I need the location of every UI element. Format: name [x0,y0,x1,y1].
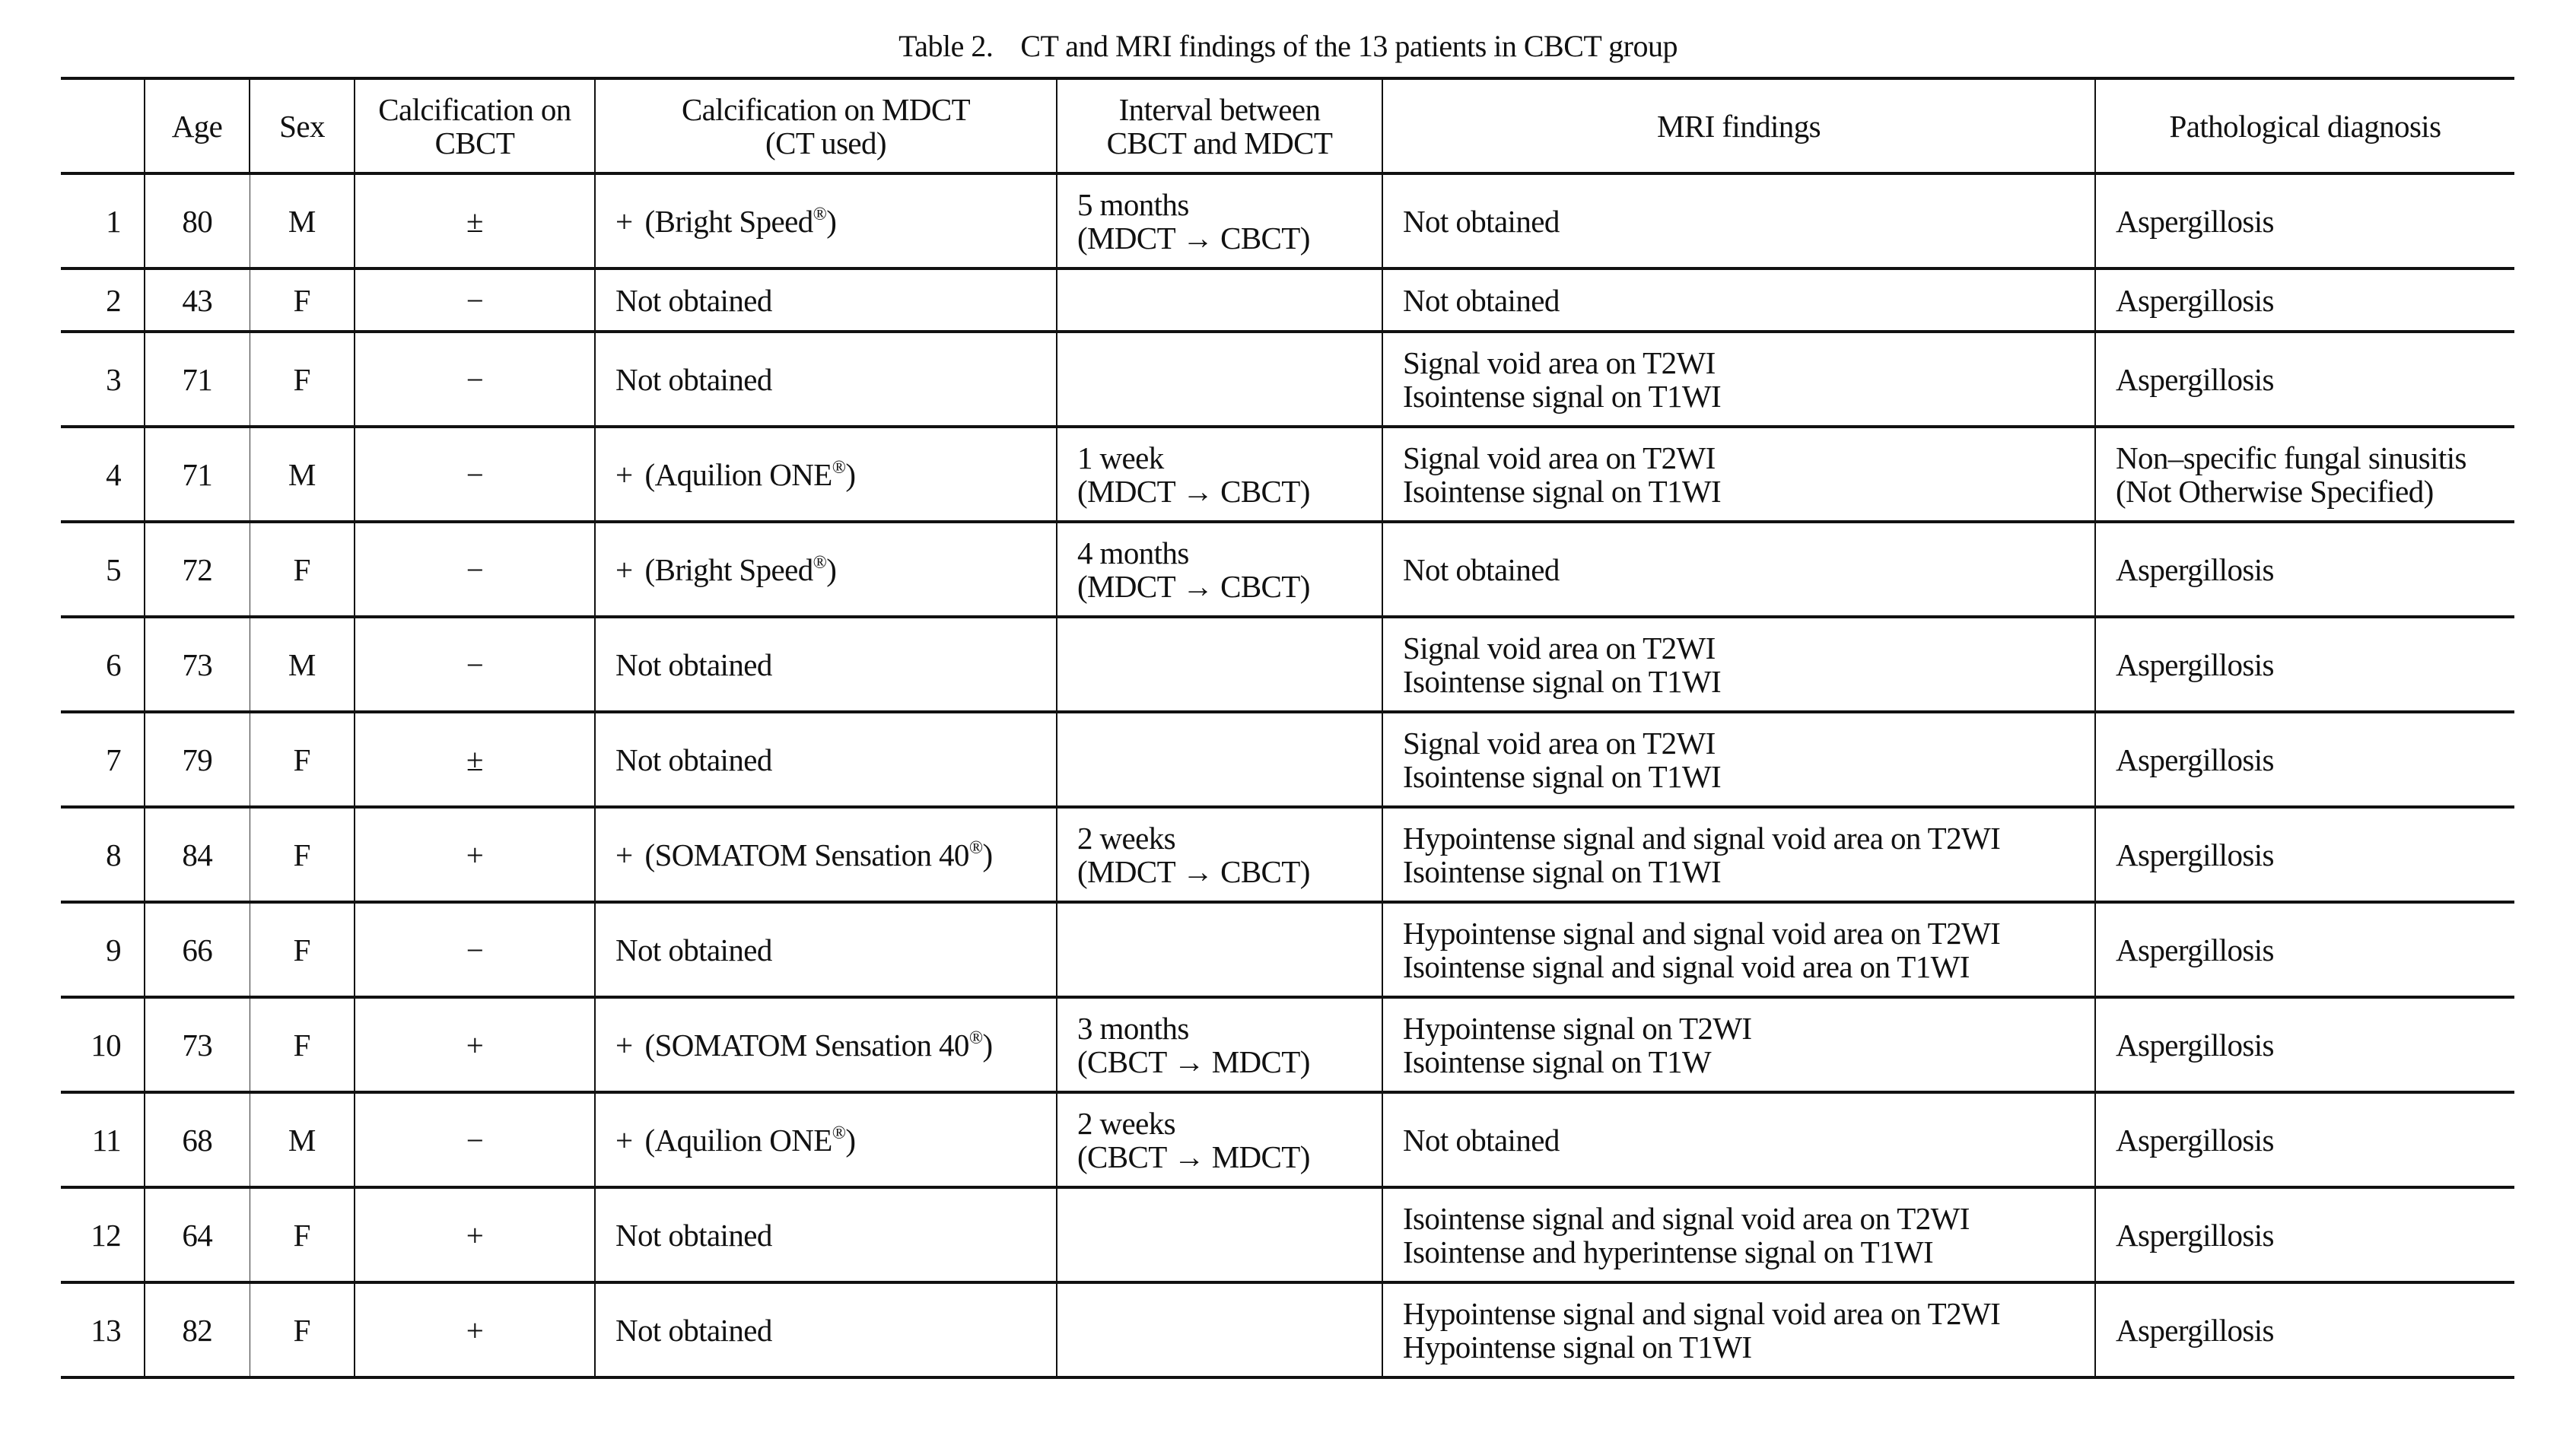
interval-line: 2 weeks [1077,820,1176,856]
cell-calcification-cbct [355,427,595,522]
cell-mri-findings [1382,1092,2095,1187]
calcification-mdct-value: Not obtained [615,361,772,397]
patient-number: 8 [106,837,121,872]
registered-mark-sup [813,553,827,573]
mri-finding-line: Isointense signal on T1WI [1403,663,1722,699]
cell-calcification-mdct [595,173,1057,268]
patient-number: 9 [106,932,121,967]
calcification-cbct-value: − [466,647,484,682]
mri-finding-line: Isointense signal on T1WI [1403,758,1722,794]
diagnosis-line: Aspergillosis [2116,932,2274,967]
cell-mri-findings [1382,268,2095,332]
cell-calcification-cbct [355,712,595,807]
col-header-age: Age [145,78,250,173]
header-row [61,78,2514,173]
diagnosis-line: Aspergillosis [2116,361,2274,397]
cell-calcification-mdct [595,617,1057,712]
cell-patient-number [61,268,145,332]
registered-mark-sup [969,1028,983,1048]
table-row [61,712,2514,807]
close-paren: ) [845,1122,856,1158]
table-body [61,173,2514,1377]
table-row [61,807,2514,902]
cell-patient-number [61,1187,145,1282]
cell-sex [250,332,355,427]
col-header-interval [1057,78,1382,173]
registered-mark: ® [832,1123,846,1143]
diagnosis-line: Aspergillosis [2116,1217,2274,1253]
close-paren: ) [826,551,837,587]
age-value: 66 [182,932,213,967]
cell-sex [250,997,355,1092]
col-header-line: CBCT and MDCT [1106,125,1333,160]
table-row [61,427,2514,522]
sex-value: F [293,932,310,967]
cell-patient-number [61,1282,145,1377]
calcification-cbct-value: ± [466,203,483,239]
col-header-calc-mdct [595,78,1057,173]
open-paren: ( [644,1122,655,1158]
mri-finding-line: Hypointense signal on T1WI [1403,1329,1752,1365]
cell-age [145,997,250,1092]
interval-line: 2 weeks [1077,1105,1176,1141]
cell-patient-number [61,1092,145,1187]
interval-line: 4 months [1077,535,1189,570]
cell-sex [250,1187,355,1282]
cell-sex [250,807,355,902]
cell-calcification-cbct [355,1092,595,1187]
sex-value: M [288,1122,316,1158]
col-header-calc-cbct [355,78,595,173]
ct-scanner-name: Aquilion ONE [654,1122,832,1158]
cell-pathological-diagnosis [2095,1092,2514,1187]
col-header-pathology: Pathological diagnosis [2095,78,2514,173]
table-row [61,332,2514,427]
interval-line: (MDCT → CBCT) [1077,568,1310,604]
interval-line: 5 months [1077,186,1189,222]
cell-mri-findings [1382,1282,2095,1377]
diagnosis-line: Aspergillosis [2116,1122,2274,1158]
diagnosis-line: Aspergillosis [2116,551,2274,587]
col-header-line: Calcification on MDCT [681,91,971,127]
interval-line: (MDCT → CBCT) [1077,853,1310,889]
cell-patient-number [61,902,145,997]
cell-pathological-diagnosis [2095,712,2514,807]
cell-age [145,173,250,268]
cell-interval [1057,1092,1382,1187]
patient-number: 12 [91,1217,121,1253]
cell-interval [1057,332,1382,427]
cell-patient-number [61,997,145,1092]
table-row [61,997,2514,1092]
cell-age [145,712,250,807]
diagnosis-line: Aspergillosis [2116,1027,2274,1063]
sex-value: M [288,647,316,682]
patient-number: 1 [106,203,121,239]
cell-calcification-mdct [595,332,1057,427]
cell-pathological-diagnosis [2095,522,2514,617]
age-value: 80 [182,203,213,239]
cell-calcification-cbct [355,1187,595,1282]
cell-calcification-mdct [595,807,1057,902]
patient-number: 4 [106,456,121,492]
cell-calcification-cbct [355,617,595,712]
mri-finding-line: Hypointense signal and signal void area on T2WI [1403,820,2001,856]
diagnosis-line: Aspergillosis [2116,203,2274,239]
registered-mark: ® [813,552,827,573]
cell-calcification-mdct [595,427,1057,522]
calcification-mdct-value: Not obtained [615,647,772,682]
age-value: 79 [182,742,213,777]
calcification-mdct-value: Not obtained [615,742,772,777]
calcification-mdct-sign: + [615,1027,633,1063]
patient-number: 13 [91,1312,121,1348]
cell-pathological-diagnosis [2095,902,2514,997]
calcification-mdct-value: Not obtained [615,1217,772,1253]
cell-pathological-diagnosis [2095,332,2514,427]
patient-number: 7 [106,742,121,777]
mri-finding-line: Hypointense signal on T2WI [1403,1010,1752,1046]
ct-scanner-name: Aquilion ONE [654,456,832,492]
calcification-mdct-sign: + [615,837,633,872]
registered-mark-sup [969,838,983,858]
cell-calcification-cbct [355,268,595,332]
age-value: 71 [182,456,213,492]
calcification-cbct-value: − [466,551,484,587]
interval-line: (CBCT → MDCT) [1077,1139,1310,1174]
col-header-line: Calcification on [378,91,571,127]
mri-finding-line: Signal void area on T2WI [1403,630,1716,666]
cell-age [145,902,250,997]
ct-scanner-name: SOMATOM Sensation 40 [654,1027,969,1063]
mri-finding-line: Isointense signal on T1WI [1403,473,1722,509]
registered-mark: ® [832,457,846,478]
cell-calcification-mdct [595,1282,1057,1377]
cell-calcification-mdct [595,902,1057,997]
sex-value: F [293,1312,310,1348]
close-paren: ) [826,203,837,239]
cell-sex [250,902,355,997]
cell-calcification-mdct [595,997,1057,1092]
cell-age [145,1092,250,1187]
diagnosis-line: (Not Otherwise Specified) [2116,473,2434,509]
cell-interval [1057,902,1382,997]
mri-finding-line: Isointense signal on T1WI [1403,853,1722,889]
table-row [61,1092,2514,1187]
age-value: 71 [182,361,213,397]
cell-age [145,522,250,617]
cell-patient-number [61,332,145,427]
cell-patient-number [61,522,145,617]
calcification-cbct-value: + [466,1312,484,1348]
cell-calcification-cbct [355,1282,595,1377]
cell-interval [1057,522,1382,617]
interval-line: 3 months [1077,1010,1189,1046]
mri-finding-line: Not obtained [1403,282,1560,318]
calcification-mdct-sign: + [615,456,633,492]
calcification-mdct-sign: + [615,1122,633,1158]
cell-sex [250,1282,355,1377]
cell-pathological-diagnosis [2095,617,2514,712]
ct-scanner-name: Bright Speed [654,551,813,587]
cell-age [145,807,250,902]
open-paren: ( [644,456,655,492]
interval-line: (CBCT → MDCT) [1077,1044,1310,1079]
mri-finding-line: Signal void area on T2WI [1403,345,1716,380]
sex-value: F [293,837,310,872]
age-value: 43 [182,282,213,318]
table-row [61,268,2514,332]
registered-mark: ® [968,837,983,858]
cell-calcification-mdct [595,522,1057,617]
col-header-line: Interval between [1118,91,1321,127]
cell-interval [1057,268,1382,332]
interval-line: 1 week [1077,440,1164,475]
calcification-cbct-value: + [466,837,484,872]
cell-calcification-cbct [355,522,595,617]
cell-mri-findings [1382,997,2095,1092]
cell-age [145,1282,250,1377]
cell-calcification-mdct [595,712,1057,807]
cell-mri-findings [1382,807,2095,902]
open-paren: ( [644,551,655,587]
cell-mri-findings [1382,427,2095,522]
cell-sex [250,522,355,617]
ct-scanner-name: Bright Speed [654,203,813,239]
mri-finding-line: Not obtained [1403,1122,1560,1158]
cell-mri-findings [1382,902,2095,997]
col-header-mri: MRI findings [1382,78,2095,173]
registered-mark-sup [832,1123,846,1143]
cell-age [145,332,250,427]
sex-value: F [293,551,310,587]
cell-calcification-mdct [595,1187,1057,1282]
sex-value: F [293,361,310,397]
table-row [61,1282,2514,1377]
diagnosis-line: Aspergillosis [2116,837,2274,872]
cell-pathological-diagnosis [2095,173,2514,268]
col-header-sex: Sex [250,78,355,173]
cell-mri-findings [1382,617,2095,712]
age-value: 73 [182,647,213,682]
close-paren: ) [982,837,993,872]
cell-mri-findings [1382,173,2095,268]
cell-age [145,427,250,522]
patient-number: 2 [106,282,121,318]
cell-sex [250,268,355,332]
cell-interval [1057,1187,1382,1282]
col-header-line: (CT used) [765,125,886,160]
calcification-cbct-value: + [466,1217,484,1253]
cell-calcification-cbct [355,332,595,427]
findings-table [61,77,2514,1379]
cell-mri-findings [1382,522,2095,617]
registered-mark-sup [832,458,846,478]
age-value: 73 [182,1027,213,1063]
diagnosis-line: Aspergillosis [2116,742,2274,777]
age-value: 64 [182,1217,213,1253]
cell-interval [1057,1282,1382,1377]
cell-calcification-cbct [355,902,595,997]
cell-calcification-cbct [355,173,595,268]
open-paren: ( [644,1027,655,1063]
age-value: 68 [182,1122,213,1158]
col-header-no [61,78,145,173]
cell-pathological-diagnosis [2095,1282,2514,1377]
cell-interval [1057,997,1382,1092]
calcification-cbct-value: ± [466,742,483,777]
cell-calcification-mdct [595,268,1057,332]
mri-finding-line: Isointense signal and signal void area on T2WI [1403,1200,1970,1236]
cell-calcification-mdct [595,1092,1057,1187]
mri-finding-line: Not obtained [1403,551,1560,587]
interval-line: (MDCT → CBCT) [1077,220,1310,256]
registered-mark-sup [813,205,827,224]
registered-mark: ® [813,204,827,224]
calcification-mdct-value: Not obtained [615,1312,772,1348]
cell-interval [1057,617,1382,712]
cell-sex [250,617,355,712]
cell-pathological-diagnosis [2095,807,2514,902]
patient-number: 3 [106,361,121,397]
calcification-mdct-sign: + [615,203,633,239]
calcification-cbct-value: + [466,1027,484,1063]
table-row [61,902,2514,997]
diagnosis-line: Aspergillosis [2116,1312,2274,1348]
table-row [61,522,2514,617]
cell-age [145,1187,250,1282]
patient-number: 10 [91,1027,121,1063]
mri-finding-line: Hypointense signal and signal void area on T2WI [1403,915,2001,951]
mri-finding-line: Hypointense signal and signal void area on T2WI [1403,1295,2001,1331]
cell-sex [250,712,355,807]
cell-calcification-cbct [355,807,595,902]
sex-value: M [288,203,316,239]
cell-sex [250,427,355,522]
cell-pathological-diagnosis [2095,268,2514,332]
registered-mark: ® [968,1028,983,1048]
cell-mri-findings [1382,332,2095,427]
interval-line: (MDCT → CBCT) [1077,473,1310,509]
calcification-mdct-value: Not obtained [615,282,772,318]
close-paren: ) [982,1027,993,1063]
cell-patient-number [61,617,145,712]
col-header-line: CBCT [434,125,515,160]
sex-value: F [293,1217,310,1253]
cell-patient-number [61,173,145,268]
cell-patient-number [61,712,145,807]
mri-finding-line: Isointense and hyperintense signal on T1WI [1403,1234,1934,1269]
age-value: 82 [182,1312,213,1348]
cell-patient-number [61,427,145,522]
cell-interval [1057,807,1382,902]
sex-value: M [288,456,316,492]
open-paren: ( [644,203,655,239]
age-value: 72 [182,551,213,587]
calcification-cbct-value: − [466,456,484,492]
mri-finding-line: Not obtained [1403,203,1560,239]
cell-patient-number [61,807,145,902]
cell-interval [1057,427,1382,522]
cell-sex [250,1092,355,1187]
cell-pathological-diagnosis [2095,1187,2514,1282]
cell-mri-findings [1382,712,2095,807]
mri-finding-line: Isointense signal on T1W [1403,1044,1712,1079]
mri-finding-line: Signal void area on T2WI [1403,440,1716,475]
table-row [61,617,2514,712]
table-row [61,173,2514,268]
table-row [61,1187,2514,1282]
ct-scanner-name: SOMATOM Sensation 40 [654,837,969,872]
calcification-mdct-value: Not obtained [615,932,772,967]
close-paren: ) [845,456,856,492]
diagnosis-line: Aspergillosis [2116,282,2274,318]
calcification-cbct-value: − [466,932,484,967]
open-paren: ( [644,837,655,872]
sex-value: F [293,282,310,318]
cell-pathological-diagnosis [2095,427,2514,522]
table-caption [0,27,2576,65]
table-number: Table 2. [898,29,994,63]
cell-calcification-cbct [355,997,595,1092]
table-title: CT and MRI findings of the 13 patients in CBCT group [1020,29,1678,63]
cell-interval [1057,712,1382,807]
calcification-cbct-value: − [466,361,484,397]
calcification-mdct-sign: + [615,551,633,587]
cell-age [145,268,250,332]
calcification-cbct-value: − [466,282,484,318]
mri-finding-line: Isointense signal on T1WI [1403,378,1722,414]
diagnosis-line: Aspergillosis [2116,647,2274,682]
cell-age [145,617,250,712]
cell-mri-findings [1382,1187,2095,1282]
mri-finding-line: Isointense signal and signal void area on T1WI [1403,948,1970,984]
patient-number: 5 [106,551,121,587]
diagnosis-line: Non‒specific fungal sinusitis [2116,440,2466,475]
patient-number: 11 [91,1122,121,1158]
sex-value: F [293,1027,310,1063]
sex-value: F [293,742,310,777]
mri-finding-line: Signal void area on T2WI [1403,725,1716,761]
calcification-cbct-value: − [466,1122,484,1158]
patient-number: 6 [106,647,121,682]
age-value: 84 [182,837,213,872]
cell-sex [250,173,355,268]
cell-interval [1057,173,1382,268]
cell-pathological-diagnosis [2095,997,2514,1092]
